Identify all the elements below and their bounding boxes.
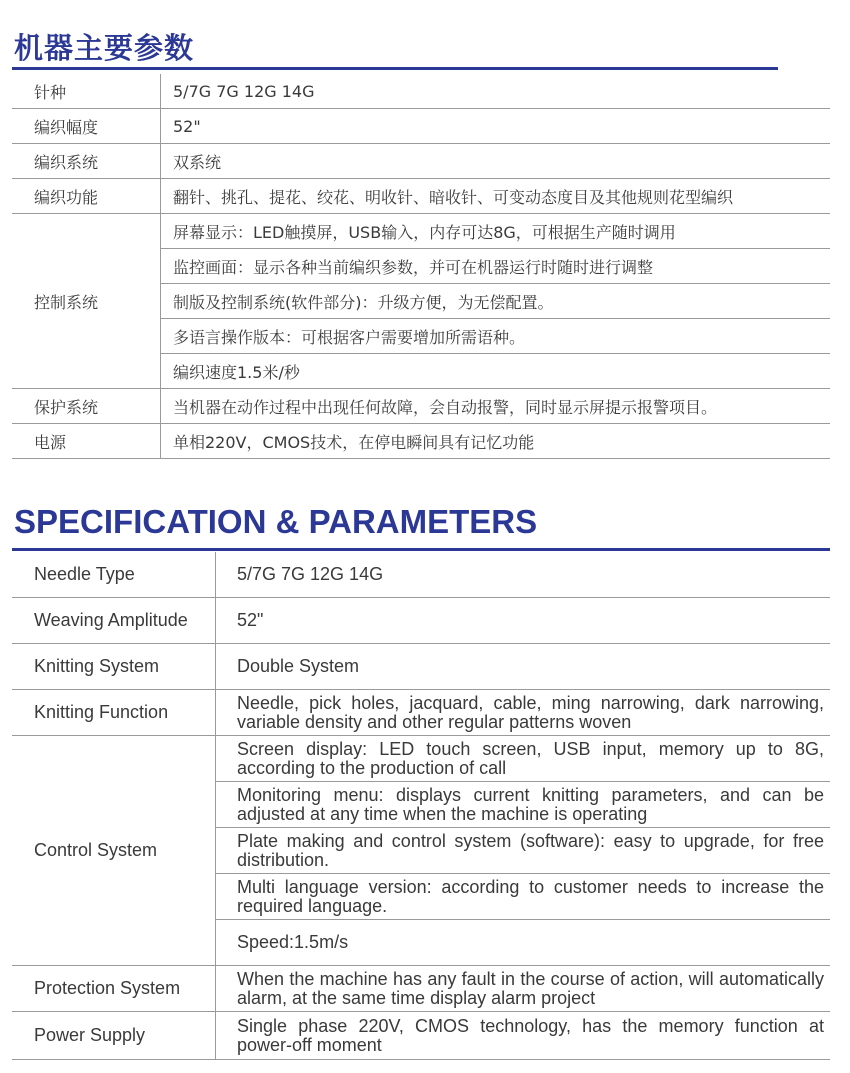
control-item: Monitoring menu: displays current knitting parameters, and can be adjusted at any time when the machine is operating (216, 782, 831, 828)
row-label: 编织幅度 (12, 109, 161, 144)
section-title-cn: 机器主要参数 (14, 31, 195, 65)
control-item: 多语言操作版本：可根据客户需要增加所需语种。 (161, 319, 831, 354)
title-underline-en (12, 548, 830, 551)
table-row (12, 179, 830, 214)
control-item: 监控画面：显示各种当前编织参数，并可在机器运行时随时进行调整 (161, 249, 831, 284)
row-label: Knitting System (12, 644, 216, 690)
row-value: 5/7G 7G 12G 14G (161, 74, 831, 109)
table-row (12, 644, 830, 690)
row-label: Knitting Function (12, 690, 216, 736)
table-row (12, 109, 830, 144)
table-row (12, 736, 830, 782)
row-value: When the machine has any fault in the course of action, will automatically alarm, at the same time display alarm project (216, 966, 831, 1012)
spec-table-en (12, 552, 830, 1060)
control-item: Multi language version: according to customer needs to increase the required language. (216, 874, 831, 920)
row-label: Protection System (12, 966, 216, 1012)
row-label: Power Supply (12, 1012, 216, 1060)
row-label: 编织功能 (12, 179, 161, 214)
table-row (12, 424, 830, 459)
row-label: 针种 (12, 74, 161, 109)
table-row (12, 966, 830, 1012)
row-value: 5/7G 7G 12G 14G (216, 552, 831, 598)
row-value: 52" (161, 109, 831, 144)
table-row (12, 1012, 830, 1060)
row-value: 单相220V，CMOS技术，在停电瞬间具有记忆功能 (161, 424, 831, 459)
row-label: 保护系统 (12, 389, 161, 424)
control-system-label: 控制系统 (12, 214, 161, 389)
table-row (12, 214, 830, 249)
table-row (12, 389, 830, 424)
row-value: 52" (216, 598, 831, 644)
row-label: 电源 (12, 424, 161, 459)
table-row (12, 144, 830, 179)
row-label: Weaving Amplitude (12, 598, 216, 644)
control-item: Speed:1.5m/s (216, 920, 831, 966)
control-item: 屏幕显示：LED触摸屏，USB输入，内存可达8G，可根据生产随时调用 (161, 214, 831, 249)
table-row (12, 598, 830, 644)
spec-table-cn (12, 74, 830, 459)
table-row (12, 552, 830, 598)
control-system-label: Control System (12, 736, 216, 966)
row-value: Single phase 220V, CMOS technology, has the memory function at power-off moment (216, 1012, 831, 1060)
row-label: Needle Type (12, 552, 216, 598)
control-item: Screen display: LED touch screen, USB input, memory up to 8G, according to the production of call (216, 736, 831, 782)
table-row (12, 690, 830, 736)
row-value: Double System (216, 644, 831, 690)
row-value: Needle, pick holes, jacquard, cable, ming narrowing, dark narrowing, variable density and other regular patterns woven (216, 690, 831, 736)
row-value: 翻针、挑孔、提花、绞花、明收针、暗收针、可变动态度目及其他规则花型编织 (161, 179, 831, 214)
control-item: Plate making and control system (software): easy to upgrade, for free distribution. (216, 828, 831, 874)
control-item: 制版及控制系统(软件部分)：升级方便，为无偿配置。 (161, 284, 831, 319)
section-title-en: SPECIFICATION & PARAMETERS (14, 503, 538, 540)
row-label: 编织系统 (12, 144, 161, 179)
table-row (12, 74, 830, 109)
row-value: 双系统 (161, 144, 831, 179)
control-item: 编织速度1.5米/秒 (161, 354, 831, 389)
title-underline-cn (12, 67, 778, 70)
row-value: 当机器在动作过程中出现任何故障，会自动报警，同时显示屏提示报警项目。 (161, 389, 831, 424)
